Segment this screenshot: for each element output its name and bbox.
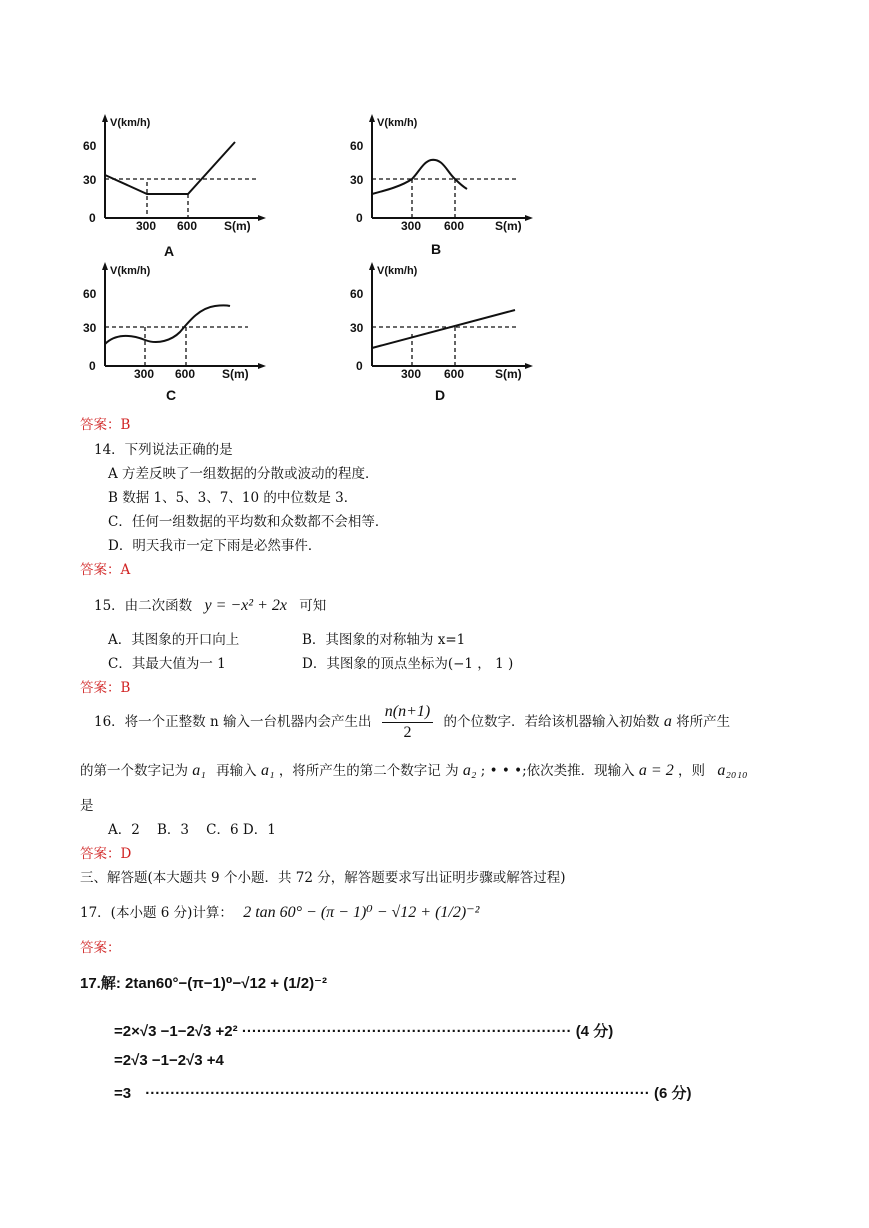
q16-frac-num: n(n+1) — [382, 702, 433, 723]
graph-a-label: A — [164, 243, 175, 259]
q16-line2-b: 再输入 — [216, 763, 257, 779]
q17-score-6: (6 分) — [653, 1085, 692, 1102]
q16-line2-a: 的第一个数字记为 — [80, 763, 188, 779]
q16-answer: 答案：D — [80, 846, 132, 862]
graph-b-xtick-300: 300 — [401, 219, 422, 233]
graph-d-ytick-30: 30 — [350, 321, 364, 335]
graph-c-xtick-300: 300 — [134, 367, 155, 381]
graph-b-ylabel: V(km/h) — [377, 117, 418, 129]
q17-solution-result: =3 — [114, 1085, 132, 1102]
graph-c-xlabel: S(m) — [222, 367, 249, 381]
q16-a1: a₁ — [192, 762, 206, 779]
graph-d-xlabel: S(m) — [495, 367, 522, 381]
q13-answer: 答案：B — [80, 417, 131, 433]
graph-d-ylabel: V(km/h) — [377, 265, 418, 277]
leader-dots: ·································································· — [241, 1023, 572, 1040]
graph-a-curve — [105, 142, 235, 194]
q16-options: A．2 B．3 C．6 D．1 — [108, 822, 276, 838]
graph-a-ylabel: V(km/h) — [110, 117, 151, 129]
q17-stem: 17．(本小题 6 分)计算： — [80, 905, 233, 921]
q17-solution-step2: =2×√3 −1−2√3 +2² — [114, 1023, 238, 1040]
graph-d-label: D — [435, 387, 446, 403]
q14-option-d: D．明天我市一定下雨是必然事件． — [108, 538, 322, 554]
graph-b-curve — [372, 160, 467, 194]
q16-fraction — [382, 702, 433, 743]
q16-part3: 将所产生 — [676, 714, 731, 730]
graph-c-ylabel: V(km/h) — [110, 265, 151, 277]
q17-score-4: (4 分) — [575, 1023, 614, 1040]
q16-a1-again: a₁ — [260, 762, 275, 779]
graph-b-xtick-600: 600 — [444, 219, 465, 233]
graph-b-ytick-30: 30 — [350, 173, 364, 187]
q17-solution-line4 — [114, 1082, 691, 1103]
q16-line2-d: ; • • •;依次类推．现输入 — [480, 763, 635, 779]
q16-line2-c: ，将所产生的第二个数字记 为 — [278, 763, 459, 779]
graph-d-ytick-60: 60 — [350, 287, 364, 301]
q16-line3: 是 — [80, 798, 94, 814]
graph-b — [347, 112, 547, 262]
graph-c-xtick-600: 600 — [175, 367, 196, 381]
q14-answer: 答案：A — [80, 562, 131, 578]
q16-line1 — [94, 700, 730, 744]
graph-c — [80, 260, 280, 410]
graph-c-ytick-0: 0 — [89, 359, 96, 373]
q14-stem: 14．下列说法正确的是 — [94, 442, 233, 458]
q16-part2: 的个位数字．若给该机器输入初始数 — [443, 714, 660, 730]
graph-b-xlabel: S(m) — [495, 219, 522, 233]
section-3-heading: 三、解答题(本大题共 9 个小题．共 72 分，解答题要求写出证明步骤或解答过程) — [80, 870, 566, 886]
graph-a-xtick-300: 300 — [136, 219, 157, 233]
graph-c-ytick-60: 60 — [83, 287, 97, 301]
q15-option-b: B．其图象的对称轴为 x=1 — [302, 632, 466, 648]
graph-d — [347, 260, 547, 410]
q16-a-eq: a = 2 — [638, 762, 674, 779]
q15-option-a: A．其图象的开口向上 — [108, 632, 240, 648]
graph-b-ytick-0: 0 — [356, 211, 363, 225]
q16-var-a: a — [663, 713, 672, 730]
q17-solution-line2 — [114, 1020, 613, 1041]
leader-dots: ····································································································· — [145, 1085, 650, 1102]
q15-formula: y = −x² + 2x — [204, 597, 287, 614]
q17-solution-line1: 17.解: 2tan60°−(π−1)⁰−√12 + (1/2)⁻² — [80, 975, 327, 992]
q16-a2010: a₂₀₁₀ — [717, 762, 748, 779]
q16-frac-den: 2 — [403, 724, 412, 741]
graph-c-label: C — [166, 387, 177, 403]
q15-stem-tail: 可知 — [299, 598, 327, 614]
graph-a-ytick-0: 0 — [89, 211, 96, 225]
graph-a-ytick-60: 60 — [83, 139, 97, 153]
q17-stem-line — [80, 900, 479, 926]
q14-option-c: C．任何一组数据的平均数和众数都不会相等． — [108, 514, 389, 530]
q15-answer: 答案：B — [80, 680, 131, 696]
graph-d-curve — [372, 310, 515, 348]
q16-a2: a₂ — [462, 762, 477, 779]
q16-part1: 16．将一个正整数 n 输入一台机器内会产生出 — [94, 714, 372, 730]
graph-b-ytick-60: 60 — [350, 139, 364, 153]
q17-answer-label: 答案： — [80, 940, 121, 956]
q15-option-d: D．其图象的顶点坐标为(−1 ， 1 ) — [302, 656, 514, 672]
graph-c-ytick-30: 30 — [83, 321, 97, 335]
graph-a-xlabel: S(m) — [224, 219, 251, 233]
graph-a — [80, 112, 280, 262]
graph-d-ytick-0: 0 — [356, 359, 363, 373]
q17-solution-line3: =2√3 −1−2√3 +4 — [114, 1052, 224, 1069]
q16-line2 — [80, 760, 748, 782]
graph-d-xtick-600: 600 — [444, 367, 465, 381]
q15-stem-line — [94, 595, 326, 617]
q15-stem: 15．由二次函数 — [94, 598, 193, 614]
graph-d-xtick-300: 300 — [401, 367, 422, 381]
q14-option-b: B 数据 1、5、3、7、10 的中位数是 3． — [108, 490, 358, 506]
graph-b-label: B — [431, 241, 442, 257]
q16-line2-e: ，则 — [678, 763, 706, 779]
graph-a-ytick-30: 30 — [83, 173, 97, 187]
q15-option-c: C．其最大值为一 1 — [108, 656, 226, 672]
q17-expression: 2 tan 60° − (π − 1)⁰ − √12 + (1/2)⁻² — [243, 904, 480, 921]
graph-c-curve — [105, 305, 230, 344]
q14-option-a: A 方差反映了一组数据的分散或波动的程度． — [108, 466, 379, 482]
graph-a-xtick-600: 600 — [177, 219, 198, 233]
